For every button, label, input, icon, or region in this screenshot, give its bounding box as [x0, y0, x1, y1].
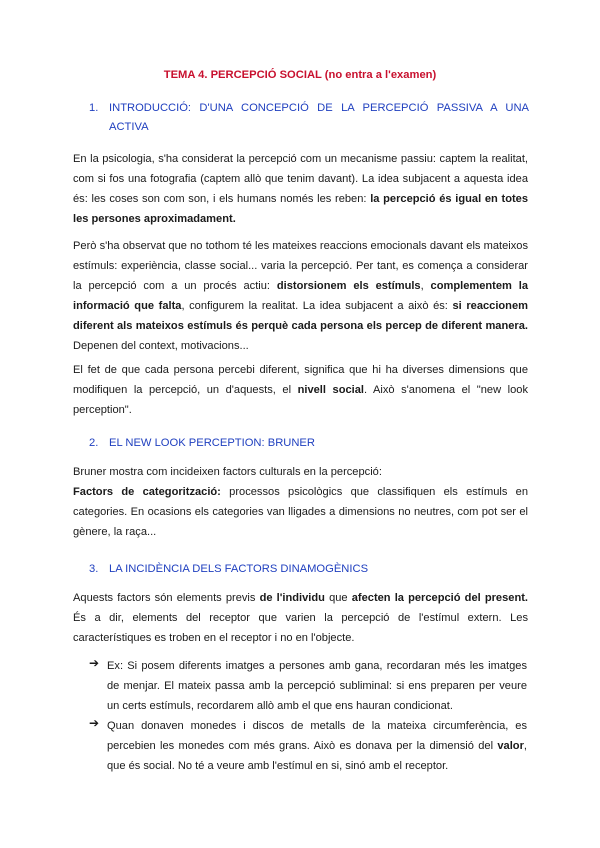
arrow-bullet-icon: ➔	[89, 716, 100, 730]
emphasis-text: afecten la percepció del present.	[351, 592, 528, 604]
text-line	[107, 736, 527, 756]
paragraph-intro-passive	[73, 149, 528, 229]
text-line: És a dir, elements del receptor que varien la percepció de l'estímul extern. Les	[73, 612, 528, 624]
text-line	[73, 209, 528, 229]
text-span: , configurem la realitat. La idea subjacent a això és:	[181, 300, 453, 312]
paragraph-active-perception	[73, 236, 528, 356]
document-title: TEMA 4. PERCEPCIÓ SOCIAL (no entra a l'examen)	[163, 69, 437, 81]
text-line: Quan donaven monedes i discos de metalls de la mateixa circumferència, es	[107, 720, 527, 732]
section-3-heading-text: LA INCIDÈNCIA DELS FACTORS DINAMOGÈNICS	[109, 563, 369, 575]
text-line: característiques es troben en el receptor i no en l'objecte.	[73, 632, 355, 644]
section-number: 2.	[89, 437, 99, 449]
text-span: ,	[420, 280, 431, 292]
emphasis-text: informació que falta	[73, 300, 182, 312]
text-line: Ex: Si posem diferents imatges a persones amb gana, recordaran més les imatges	[107, 660, 527, 672]
text-line	[73, 296, 528, 316]
text-line: que és social. No té a veure amb l'estímul en si, sinó amb el receptor.	[107, 760, 449, 772]
text-span: és: les coses son com son, i els humans només les reben:	[73, 193, 371, 205]
text-line	[73, 588, 528, 608]
emphasis-text: distorsionem els estímuls	[276, 280, 421, 292]
text-line: En la psicologia, s'ha considerat la percepció com un mecanisme passiu: captem la realitat,	[73, 153, 528, 165]
emphasis-text: Factors de categorització:	[73, 486, 221, 498]
emphasis-text: la percepció és igual en totes	[370, 193, 529, 205]
emphasis-text: complementem la	[430, 280, 528, 292]
text-line: estímuls: experiència, classe social... varia la percepció. Per tant, es comença a considerar	[73, 260, 528, 272]
text-line: de menjar. El mateix passa amb la percepció subliminal: si ens preparen per veure	[107, 680, 527, 692]
text-span: modifiquen la percepció, un d'aquests, el	[73, 384, 298, 396]
section-2-heading-text: EL NEW LOOK PERCEPTION: BRUNER	[109, 437, 315, 449]
emphasis-text: valor	[497, 740, 524, 752]
paragraph-new-look	[73, 360, 528, 420]
paragraph-dynamogenic-factors	[73, 588, 528, 648]
text-span: percebien les monedes com més grans. Això es donava per la dimensió del	[107, 740, 498, 752]
text-line: El fet de que cada persona percebi diferent, significa que hi ha diverses dimensions que	[73, 364, 528, 376]
text-line	[73, 189, 528, 209]
text-line: un certs estímuls, recordarem allò amb el que ens hauran condicionat.	[107, 700, 453, 712]
text-span: la percepció com a un procés actiu:	[73, 280, 277, 292]
text-line: com si fos una fotografia (captem allò que tenim davant). La idea subjacent a aquesta idea	[73, 173, 528, 185]
text-span: . Això s'anomena el "new look	[363, 384, 528, 396]
text-line: perception".	[73, 404, 132, 416]
section-number: 1.	[89, 102, 99, 114]
emphasis-text: de l'individu	[259, 592, 325, 604]
arrow-bullet-icon: ➔	[89, 656, 100, 670]
paragraph-bruner	[73, 462, 528, 542]
text-line: Depenen del context, motivacions...	[73, 340, 249, 352]
text-span: ,	[523, 740, 527, 752]
text-span: que	[324, 592, 352, 604]
text-line	[73, 482, 528, 502]
section-1-heading-line1: INTRODUCCIÓ: D'UNA CONCEPCIÓ DE LA PERCEPCIÓ PASSIVA A UNA	[109, 102, 529, 114]
text-line	[73, 316, 528, 336]
text-span: Aquests factors són elements previs	[73, 592, 260, 604]
text-line	[73, 276, 528, 296]
text-line: Però s'ha observat que no tothom té les mateixes reaccions emocionals davant els mateixos	[73, 240, 528, 252]
text-line: Bruner mostra com incideixen factors culturals en la percepció:	[73, 466, 382, 478]
section-1-heading-line2: ACTIVA	[109, 121, 149, 133]
text-line: categories. En ocasions els categories van lligades a dimensions no neutres, com pot ser el	[73, 506, 528, 518]
emphasis-text: si reaccionem	[452, 300, 528, 312]
text-line	[73, 380, 528, 400]
emphasis-text: les persones aproximadament.	[73, 213, 236, 225]
section-number: 3.	[89, 563, 99, 575]
emphasis-text: diferent als mateixos estímuls és perquè cada persona els percep de diferent manera.	[73, 320, 528, 332]
emphasis-text: nivell social	[297, 384, 364, 396]
text-line: gènere, la raça...	[73, 526, 157, 538]
text-span: processos psicològics que classifiquen els estímuls en	[220, 486, 528, 498]
